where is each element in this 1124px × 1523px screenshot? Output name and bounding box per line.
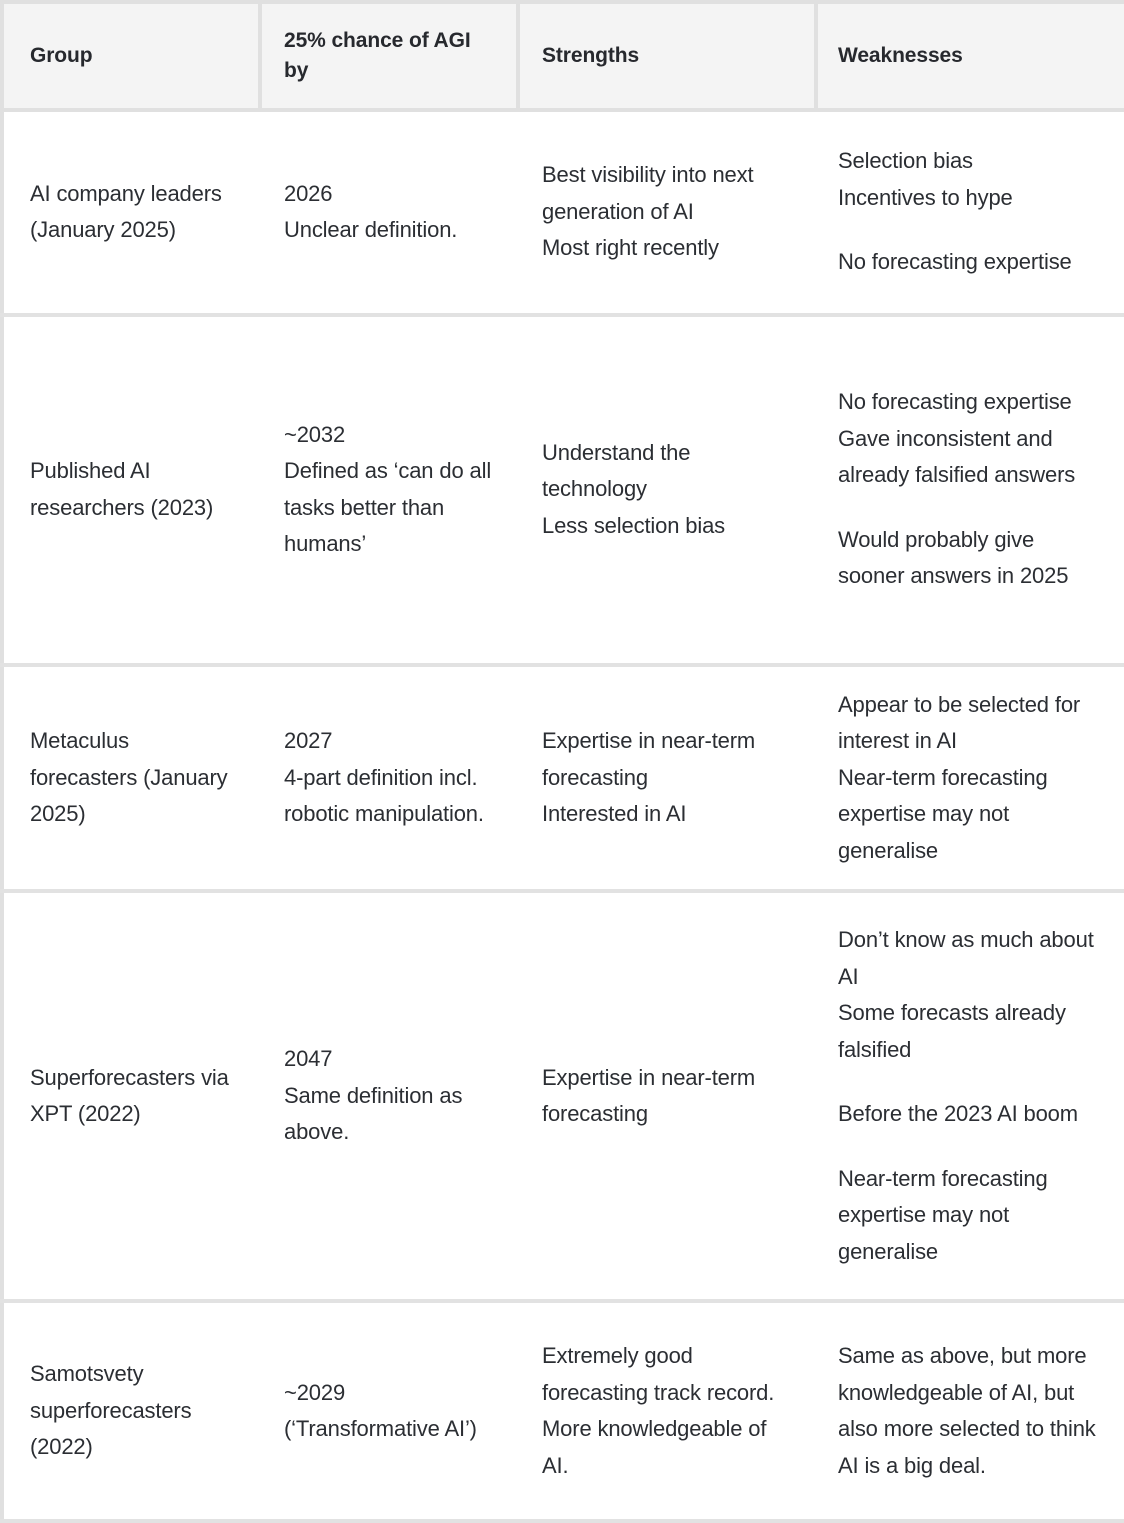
cell-line: 2047 [284,1046,333,1072]
cell-line: Understand the technology [542,439,691,502]
table-body [2,110,1124,1522]
cell-line: Don’t know as much about AI [838,927,1094,989]
cell-paragraph [542,1338,792,1484]
cell-paragraph [542,1060,792,1133]
table-row [2,891,1124,1301]
cell-strengths [518,891,816,1301]
cell-group: AI company leaders (January 2025) [2,110,260,315]
cell-paragraph [284,417,494,563]
cell-strengths [518,665,816,892]
cell-paragraph [838,687,1102,870]
cell-line: Before the 2023 AI boom [838,1101,1078,1127]
cell-paragraph [284,1375,494,1448]
table-row [2,1301,1124,1521]
cell-line: Defined as ‘can do all tasks better than humans’ [284,458,492,557]
cell-agi-date [260,891,518,1301]
cell-paragraph [838,244,1102,281]
cell-line: ~2029 [284,1379,346,1405]
cell-line: Same as above, but more knowledgeable of AI, but also more selected to think AI is a big deal. [838,1343,1096,1478]
cell-line: 2026 [284,180,333,206]
cell-group: Samotsvety superforecasters (2022) [2,1301,260,1521]
cell-paragraph [838,522,1102,595]
cell-group: Metaculus forecasters (January 2025) [2,665,260,892]
cell-paragraph [542,723,792,833]
cell-line: Selection bias [838,148,973,174]
cell-line: Near-term forecasting expertise may not generalise [838,764,1048,863]
cell-line: Would probably give sooner answers in 2025 [838,526,1069,589]
cell-line: Interested in AI [542,801,687,827]
cell-paragraph [838,143,1102,216]
cell-line: ~2032 [284,421,346,447]
cell-line: More knowledgeable of AI. [542,1416,767,1478]
cell-weaknesses [816,315,1124,665]
cell-agi-date [260,665,518,892]
cell-paragraph [838,1338,1102,1484]
column-header-strengths: Strengths [518,2,816,110]
cell-group: Superforecasters via XPT (2022) [2,891,260,1301]
cell-line: Extremely good forecasting track record. [542,1343,775,1405]
cell-weaknesses [816,891,1124,1301]
cell-line: 2027 [284,728,333,754]
cell-line: Less selection bias [542,512,726,538]
cell-line: Some forecasts already falsified [838,1000,1066,1062]
column-header-agi-date: 25% chance of AGI by [260,2,518,110]
column-header-group: Group [2,2,260,110]
cell-paragraph [284,176,494,249]
cell-weaknesses [816,665,1124,892]
cell-line: No forecasting expertise [838,249,1072,275]
cell-agi-date [260,315,518,665]
cell-line: No forecasting expertise [838,389,1072,415]
cell-paragraph [284,723,494,833]
cell-paragraph [542,157,792,267]
column-header-weaknesses: Weaknesses [816,2,1124,110]
cell-line: Incentives to hype [838,184,1013,210]
cell-line: Best visibility into next generation of AI [542,162,754,224]
cell-paragraph [284,1041,494,1151]
cell-line: Near-term forecasting expertise may not generalise [838,1165,1048,1264]
cell-line: Expertise in near-term forecasting [542,728,756,790]
cell-line: Same definition as above. [284,1082,463,1145]
cell-agi-date [260,1301,518,1521]
cell-line: Appear to be selected for interest in AI [838,691,1081,754]
cell-paragraph [838,1096,1102,1133]
cell-strengths [518,110,816,315]
table-header-row [2,2,1124,110]
cell-strengths [518,315,816,665]
table-row [2,315,1124,665]
cell-paragraph [838,1161,1102,1271]
cell-agi-date [260,110,518,315]
cell-line: Unclear definition. [284,217,458,243]
cell-line: 4-part definition incl. robotic manipulation. [284,764,484,827]
cell-weaknesses [816,110,1124,315]
table-header [2,2,1124,110]
cell-strengths [518,1301,816,1521]
cell-weaknesses [816,1301,1124,1521]
cell-line: Most right recently [542,235,719,261]
cell-paragraph [838,922,1102,1068]
cell-paragraph [542,435,792,545]
cell-group: Published AI researchers (2023) [2,315,260,665]
cell-paragraph [838,384,1102,494]
table-row [2,665,1124,892]
table-row [2,110,1124,315]
cell-line: Expertise in near-term forecasting [542,1064,756,1127]
cell-line: (‘Transformative AI’) [284,1416,477,1442]
cell-line: Gave inconsistent and already falsified answers [838,425,1076,488]
